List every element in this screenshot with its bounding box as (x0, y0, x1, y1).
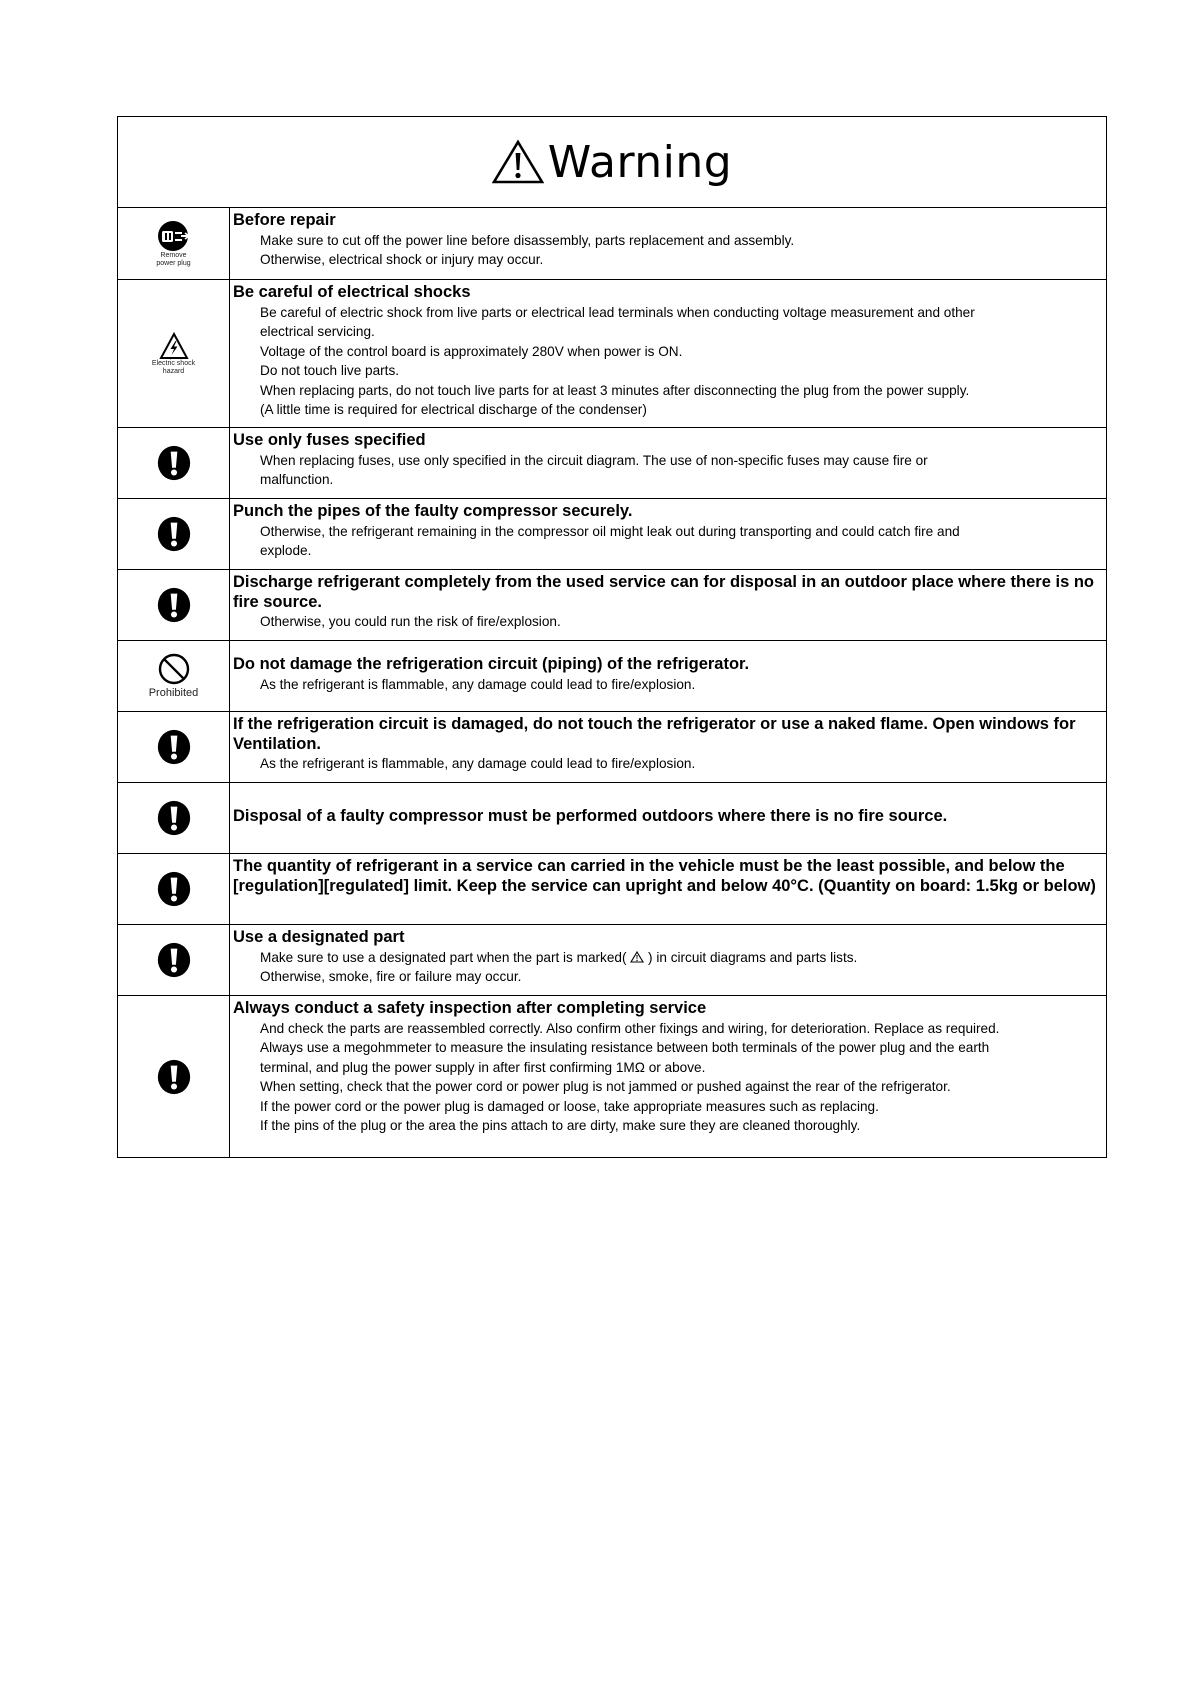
warning-text-segment: ) in circuit diagrams and parts lists. (648, 949, 858, 965)
warning-content (230, 499, 1106, 569)
remove-power-plug-icon (157, 220, 191, 252)
warning-text-line: Do not touch live parts. (260, 363, 400, 378)
warning-content (230, 712, 1106, 782)
warning-text-line: When replacing fuses, use only specified in the circuit diagram. The use of non-specific fuses may cause fire or (260, 452, 928, 468)
icon-cell (118, 783, 230, 853)
mandatory-exclamation-icon (155, 444, 193, 482)
mandatory-exclamation-icon (155, 728, 193, 766)
warning-content (230, 854, 1106, 924)
mandatory-exclamation-icon (155, 586, 193, 624)
icon-cell (118, 280, 230, 427)
warning-text-line: Otherwise, you could run the risk of fire/explosion. (260, 614, 561, 629)
warning-row-safety-inspection (118, 996, 1106, 1157)
icon-cell (118, 996, 230, 1157)
electric-shock-hazard-icon (159, 332, 189, 360)
warning-text-segment: Make sure to use a designated part when the part is marked( (260, 949, 627, 965)
warning-text-line: And check the parts are reassembled correctly. Also confirm other fixings and wiring, for deterioration. Replace as required. (260, 1020, 1000, 1036)
warning-content (230, 996, 1106, 1157)
warning-content (230, 783, 1106, 853)
icon-cell (118, 208, 230, 279)
icon-cell (118, 925, 230, 995)
warning-row-discharge-refrigerant (118, 570, 1106, 641)
icon-cell (118, 428, 230, 498)
warning-row-refrigerant-quantity (118, 854, 1106, 925)
warning-content (230, 925, 1106, 995)
warning-row-refrigeration-circuit (118, 641, 1106, 712)
warning-text-line: If the pins of the plug or the area the pins attach to are dirty, make sure they are cleaned thoroughly. (260, 1118, 861, 1133)
warning-heading: Discharge refrigerant completely from the used service can for disposal in an outdoor place where there is no fire source. (233, 573, 1094, 611)
warning-text-line: Voltage of the control board is approximately 280V when power is ON. (260, 343, 683, 359)
warning-text-line: Otherwise, the refrigerant remaining in the compressor oil might leak out during transporting and could catch fire and (260, 523, 960, 539)
warning-heading: If the refrigeration circuit is damaged, do not touch the refrigerator or use a naked flame. Open windows for Ventilation. (233, 715, 1076, 753)
warning-text-line: Be careful of electric shock from live parts or electrical lead terminals when conducting voltage measurement and other (260, 304, 975, 320)
warning-row-circuit-damaged (118, 712, 1106, 783)
warning-text-line: Otherwise, smoke, fire or failure may occur. (260, 969, 522, 984)
mandatory-exclamation-icon (155, 870, 193, 908)
warning-content (230, 280, 1106, 427)
warning-row-designated-part (118, 925, 1106, 996)
warning-row-electrical-shocks (118, 280, 1106, 428)
warning-header (118, 117, 1106, 208)
icon-cell (118, 499, 230, 569)
mandatory-exclamation-icon (155, 1058, 193, 1096)
warning-heading: Before repair (233, 211, 336, 229)
warning-text-line: As the refrigerant is flammable, any damage could lead to fire/explosion. (260, 676, 696, 692)
icon-caption: power plug (156, 259, 191, 267)
warning-heading: Punch the pipes of the faulty compressor securely. (233, 502, 633, 520)
warning-text-line: explode. (260, 543, 312, 558)
warning-text-line: terminal, and plug the power supply in after first confirming 1MΩ or above. (260, 1059, 706, 1075)
warning-heading: Always conduct a safety inspection after completing service (233, 999, 707, 1017)
warning-row-punch-pipes (118, 499, 1106, 570)
warning-content (230, 570, 1106, 640)
warning-title: Warning (547, 136, 733, 188)
warning-heading: Be careful of electrical shocks (233, 283, 471, 301)
warning-sheet (117, 116, 1107, 1158)
icon-caption: hazard (162, 367, 185, 375)
icon-cell (118, 854, 230, 924)
warning-text-line: malfunction. (260, 472, 334, 487)
warning-text-line: When setting, check that the power cord or power plug is not jammed or pushed against the rear of the refrigerator. (260, 1079, 951, 1094)
icon-caption: Electric shock (151, 359, 196, 367)
warning-heading: Use a designated part (233, 928, 405, 946)
warning-triangle-icon (630, 951, 644, 963)
mandatory-exclamation-icon (155, 515, 193, 553)
warning-triangle-icon (492, 139, 544, 185)
warning-row-fuses (118, 428, 1106, 499)
warning-row-compressor-disposal (118, 783, 1106, 854)
warning-content (230, 641, 1106, 711)
warning-text-line: When replacing parts, do not touch live parts for at least 3 minutes after disconnecting the plug from the power supply. (260, 382, 970, 398)
warning-heading: Use only fuses specified (233, 431, 426, 449)
warning-text-line: Otherwise, electrical shock or injury may occur. (260, 252, 544, 267)
mandatory-exclamation-icon (155, 799, 193, 837)
warning-heading: The quantity of refrigerant in a service can carried in the vehicle must be the least possible, and below the [regulation][regulated] limit. Keep the service can upright and below 40°C. (Quantity on board: 1.5kg or below) (233, 857, 1096, 895)
warning-heading: Do not damage the refrigeration circuit (piping) of the refrigerator. (233, 655, 750, 673)
warning-heading: Disposal of a faulty compressor must be performed outdoors where there is no fire source. (233, 806, 948, 825)
warning-text-line: Make sure to cut off the power line before disassembly, parts replacement and assembly. (260, 232, 795, 248)
warning-text-line: If the power cord or the power plug is damaged or loose, take appropriate measures such as replacing. (260, 1098, 879, 1114)
icon-cell (118, 712, 230, 782)
warning-text-line (260, 948, 1104, 968)
icon-cell (118, 570, 230, 640)
warning-row-before-repair (118, 208, 1106, 280)
icon-caption: Remove (160, 251, 187, 259)
warning-content (230, 208, 1106, 279)
warning-text-line: (A little time is required for electrical discharge of the condenser) (260, 402, 647, 417)
icon-caption: Prohibited (148, 686, 199, 699)
warning-text-line: Always use a megohmmeter to measure the insulating resistance between both terminals of the power plug and the earth (260, 1040, 990, 1055)
warning-content (230, 428, 1106, 498)
prohibited-icon (157, 653, 191, 685)
mandatory-exclamation-icon (155, 941, 193, 979)
warning-text-line: As the refrigerant is flammable, any damage could lead to fire/explosion. (260, 756, 696, 771)
icon-cell (118, 641, 230, 711)
warning-text-line: electrical servicing. (260, 324, 375, 339)
